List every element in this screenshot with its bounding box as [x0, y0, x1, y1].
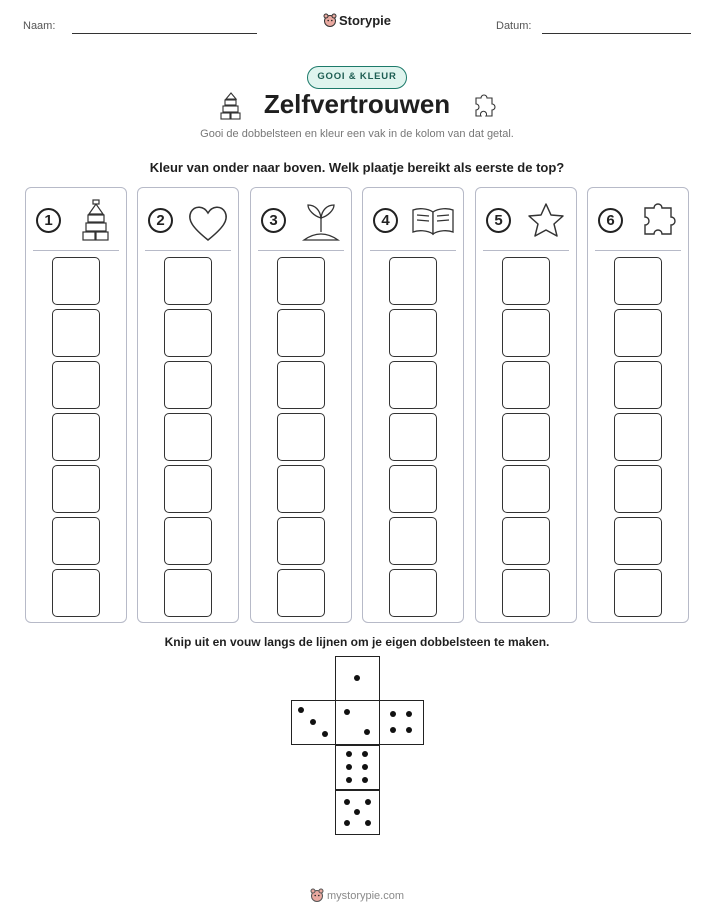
dice-pip: [406, 727, 412, 733]
color-cell[interactable]: [52, 465, 100, 513]
dice-pip: [362, 751, 368, 757]
column-2: [137, 187, 239, 623]
subtitle: Gooi de dobbelsteen en kleur een vak in de kolom van dat getal.: [200, 128, 514, 140]
footer: [0, 888, 714, 902]
storypie-logo-icon: [310, 888, 324, 902]
star-icon: [521, 196, 571, 244]
dice-pip: [344, 820, 350, 826]
color-cell[interactable]: [52, 413, 100, 461]
dice-pip: [365, 820, 371, 826]
dice-pip: [406, 711, 412, 717]
column-number: 6: [598, 208, 623, 233]
color-cell[interactable]: [614, 413, 662, 461]
color-cell[interactable]: [277, 413, 325, 461]
activity-badge: GOOI & KLEUR: [307, 66, 407, 89]
column-divider: [258, 250, 344, 251]
color-cell[interactable]: [164, 361, 212, 409]
dice-pip: [354, 675, 360, 681]
footer-url: mystorypie.com: [326, 890, 405, 902]
color-cell[interactable]: [277, 257, 325, 305]
dice-pip: [310, 719, 316, 725]
color-cell[interactable]: [52, 517, 100, 565]
column-divider: [145, 250, 231, 251]
color-cell[interactable]: [389, 257, 437, 305]
dice-pip: [298, 707, 304, 713]
color-cell[interactable]: [614, 361, 662, 409]
heart-icon: [183, 196, 233, 244]
column-3: [250, 187, 352, 623]
column-number: 5: [486, 208, 511, 233]
dice-face-4: [379, 700, 424, 745]
blocks-tower-icon: [71, 196, 121, 244]
column-number: 1: [36, 208, 61, 233]
page-title: Zelfvertrouwen: [263, 89, 451, 119]
brand-logo: [0, 13, 714, 28]
column-header: [26, 188, 126, 250]
dice-pip: [322, 731, 328, 737]
color-cell[interactable]: [277, 361, 325, 409]
dice-pip: [364, 729, 370, 735]
color-cell[interactable]: [277, 517, 325, 565]
color-cell[interactable]: [164, 413, 212, 461]
column-6: [587, 187, 689, 623]
color-cell[interactable]: [164, 517, 212, 565]
dice-face-2: [335, 700, 380, 745]
color-cell[interactable]: [502, 413, 550, 461]
column-5: [475, 187, 577, 623]
column-header: [138, 188, 238, 250]
dice-pip: [346, 777, 352, 783]
name-line: [72, 33, 257, 34]
color-cell[interactable]: [52, 361, 100, 409]
dice-pip: [362, 777, 368, 783]
dice-pip: [354, 809, 360, 815]
dice-pip: [346, 764, 352, 770]
column-number: 3: [261, 208, 286, 233]
color-cell[interactable]: [164, 465, 212, 513]
dice-face-5: [335, 790, 380, 835]
dice-pip: [344, 799, 350, 805]
color-cell[interactable]: [389, 413, 437, 461]
dice-pip: [390, 711, 396, 717]
column-divider: [33, 250, 119, 251]
color-cell[interactable]: [389, 309, 437, 357]
dice-face-6: [335, 745, 380, 790]
color-cell[interactable]: [502, 517, 550, 565]
dice-pip: [390, 727, 396, 733]
color-cell[interactable]: [277, 569, 325, 617]
color-cell[interactable]: [389, 517, 437, 565]
color-cell[interactable]: [614, 569, 662, 617]
puzzle-piece-icon: [471, 92, 497, 120]
column-4: [362, 187, 464, 623]
instruction: Kleur van onder naar boven. Welk plaatje bereikt als eerste de top?: [149, 160, 565, 175]
puzzle-piece-icon: [633, 196, 683, 244]
color-cell[interactable]: [389, 361, 437, 409]
column-divider: [595, 250, 681, 251]
dice-face-3: [291, 700, 336, 745]
dice-pip: [344, 709, 350, 715]
color-cell[interactable]: [52, 309, 100, 357]
color-cell[interactable]: [614, 517, 662, 565]
color-cell[interactable]: [389, 465, 437, 513]
color-cell[interactable]: [502, 309, 550, 357]
color-cell[interactable]: [164, 257, 212, 305]
color-cell[interactable]: [502, 257, 550, 305]
color-cell[interactable]: [164, 309, 212, 357]
color-cell[interactable]: [502, 361, 550, 409]
storypie-logo-icon: [323, 13, 337, 27]
date-line: [542, 33, 691, 34]
sprout-icon: [296, 196, 346, 244]
column-header: [251, 188, 351, 250]
dice-pip: [365, 799, 371, 805]
cut-instruction: Knip uit en vouw langs de lijnen om je eigen dobbelsteen te maken.: [164, 635, 550, 649]
column-number: 4: [373, 208, 398, 233]
color-cell[interactable]: [52, 257, 100, 305]
color-cell[interactable]: [277, 465, 325, 513]
brand-name: Storypie: [338, 13, 391, 28]
name-label: Naam:: [23, 20, 56, 32]
dice-face-1: [335, 656, 380, 701]
color-cell[interactable]: [614, 257, 662, 305]
color-cell[interactable]: [614, 465, 662, 513]
column-number: 2: [148, 208, 173, 233]
color-cell[interactable]: [52, 569, 100, 617]
column-1: [25, 187, 127, 623]
color-cell[interactable]: [277, 309, 325, 357]
column-header: [476, 188, 576, 250]
column-divider: [370, 250, 456, 251]
dice-pip: [362, 764, 368, 770]
color-cell[interactable]: [389, 569, 437, 617]
color-cell[interactable]: [502, 569, 550, 617]
column-divider: [483, 250, 569, 251]
color-cell[interactable]: [164, 569, 212, 617]
color-cell[interactable]: [502, 465, 550, 513]
open-book-icon: [408, 196, 458, 244]
dice-pip: [346, 751, 352, 757]
date-label: Datum:: [496, 20, 532, 32]
column-header: [363, 188, 463, 250]
column-header: [588, 188, 688, 250]
color-cell[interactable]: [614, 309, 662, 357]
